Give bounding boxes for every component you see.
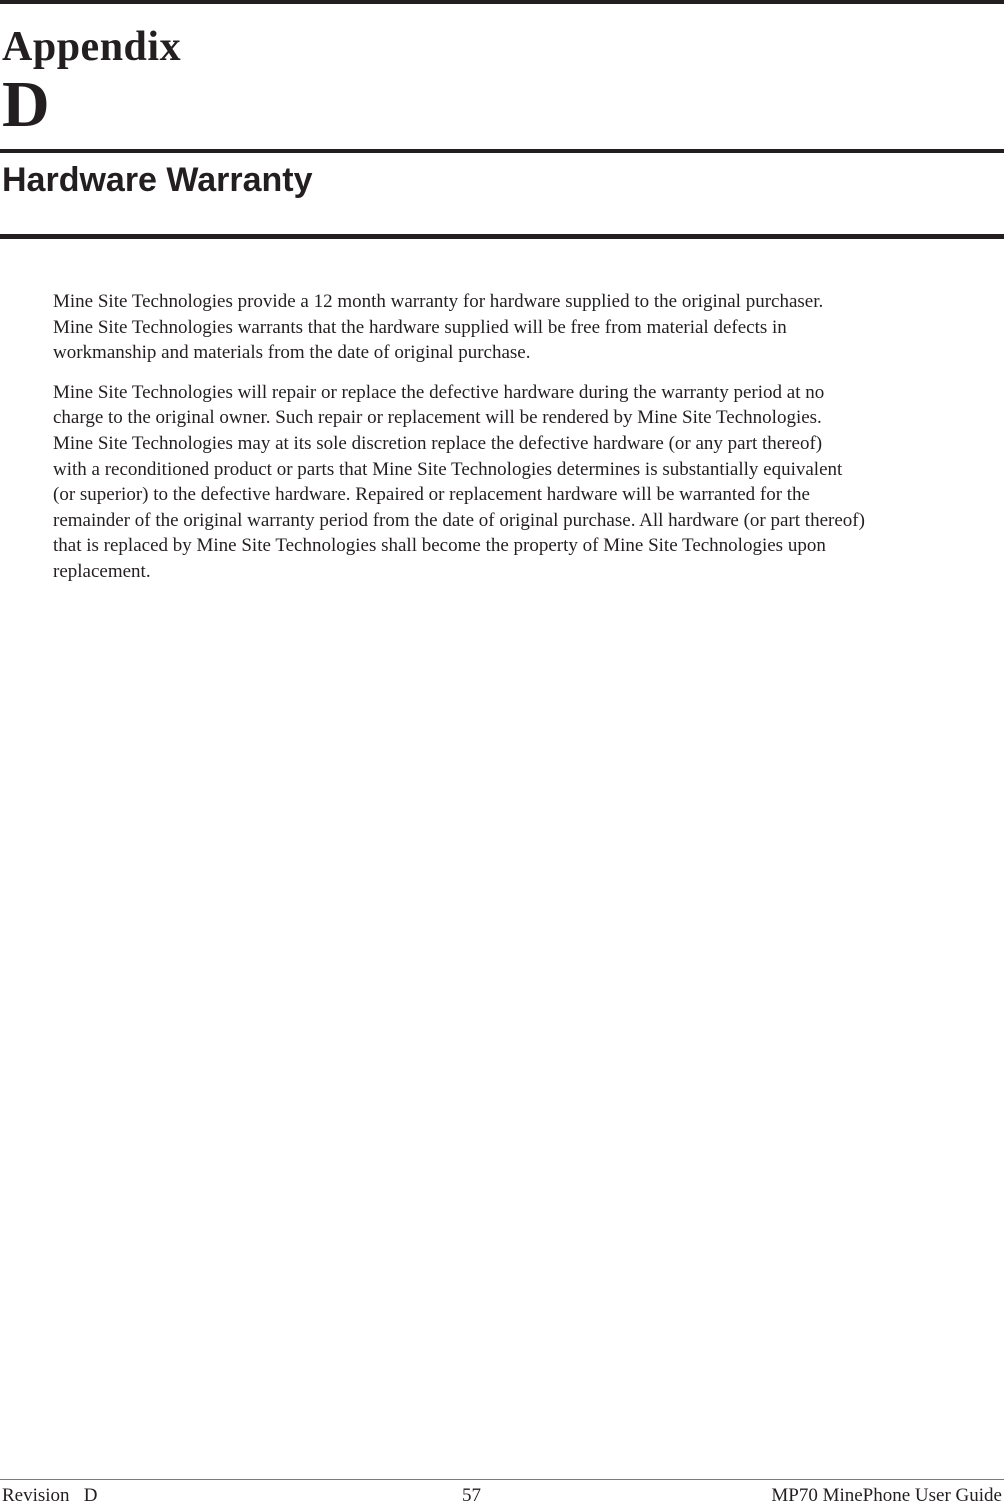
text-line: workmanship and materials from the date of original purchase.: [53, 342, 531, 364]
text-line: with a reconditioned product or parts that Mine Site Technologies determines is substantially equivalent: [53, 458, 843, 480]
paragraph-warranty-terms: [53, 289, 1003, 366]
footer-page-number: 57: [462, 1485, 481, 1506]
footer-rule: [0, 1479, 1004, 1480]
text-line: Mine Site Technologies will repair or replace the defective hardware during the warranty period at no: [53, 381, 825, 403]
appendix-letter: D: [2, 68, 50, 141]
appendix-label: Appendix: [2, 24, 182, 70]
text-line: remainder of the original warranty period from the date of original purchase. All hardware (or part thereof): [53, 509, 865, 531]
section-title: Hardware Warranty: [2, 161, 313, 199]
top-rule: [0, 0, 1004, 4]
section-title-rule: [0, 234, 1004, 239]
text-line: (or superior) to the defective hardware. Repaired or replacement hardware will be warranted for the: [53, 484, 810, 506]
paragraph-repair-replacement: [53, 380, 1003, 585]
header-rule: [0, 149, 1004, 153]
text-line: Mine Site Technologies may at its sole discretion replace the defective hardware (or any part thereof): [53, 432, 823, 454]
body-text: [53, 289, 1003, 599]
text-line: Mine Site Technologies provide a 12 month warranty for hardware supplied to the original purchaser.: [53, 291, 824, 312]
text-line: that is replaced by Mine Site Technologies shall become the property of Mine Site Technologies upon: [53, 535, 826, 557]
text-line: Mine Site Technologies warrants that the hardware supplied will be free from material defects in: [53, 316, 787, 338]
footer-document-title: MP70 MinePhone User Guide: [771, 1485, 1002, 1506]
text-line: charge to the original owner. Such repair or replacement will be rendered by Mine Site Technologies.: [53, 407, 822, 429]
text-line: replacement.: [53, 560, 151, 582]
footer-revision: Revision D: [2, 1485, 98, 1506]
